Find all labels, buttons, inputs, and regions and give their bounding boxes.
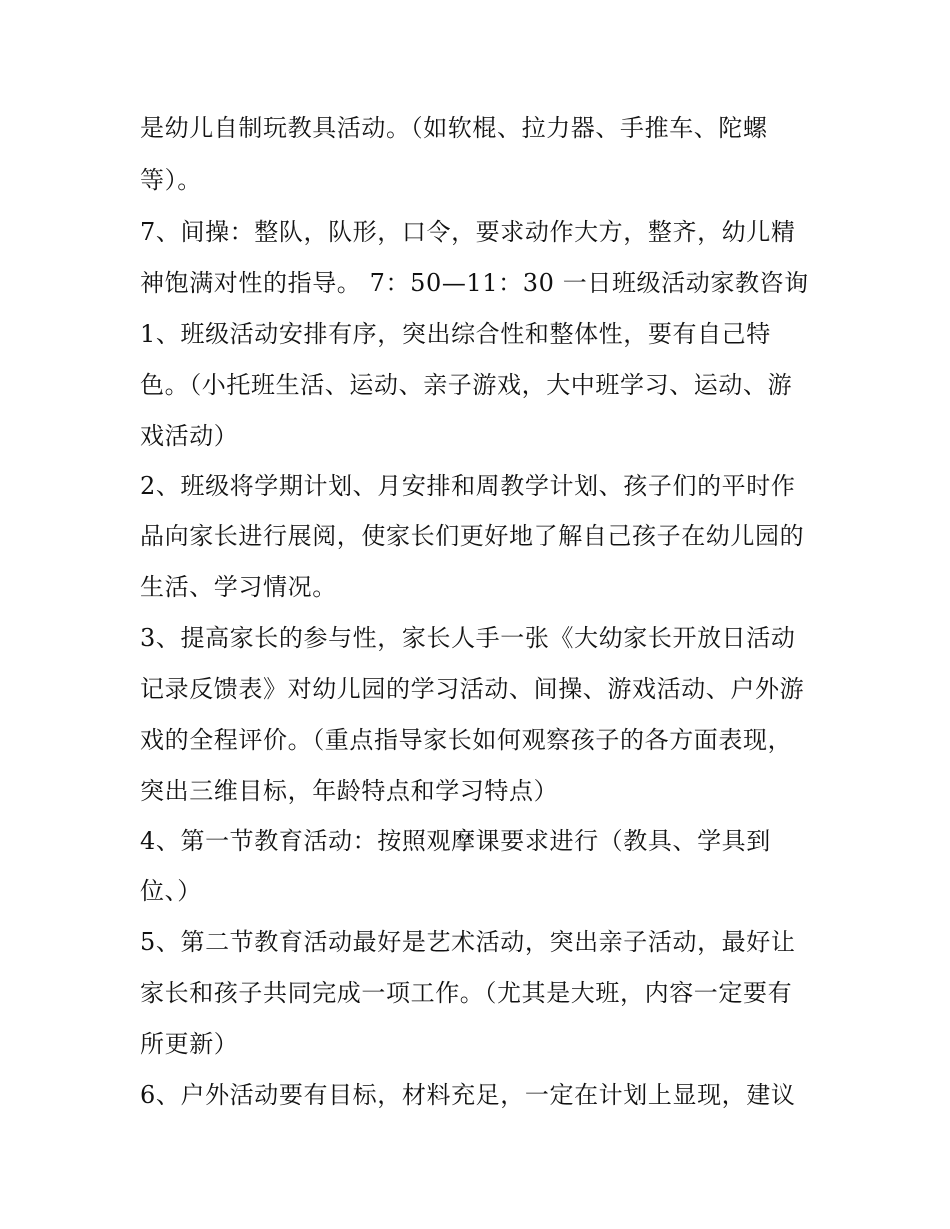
text-line: 等）。 — [140, 166, 202, 194]
text-line: 位、） — [140, 877, 202, 905]
text-line: 7、间操：整队，队形，口令，要求动作大方，整齐，幼儿精 — [140, 218, 796, 246]
text-line: 色。（小托班生活、运动、亲子游戏，大中班学习、运动、游 — [140, 371, 793, 399]
text-line: 所更新） — [140, 1030, 239, 1058]
text-line: 家长和孩子共同完成一项工作。（尤其是大班，内容一定要有 — [140, 979, 793, 1007]
text-line: 3、提高家长的参与性，家长人手一张《大幼家长开放日活动 — [140, 624, 796, 652]
text-line: 品向家长进行展阅，使家长们更好地了解自己孩子在幼儿园的 — [140, 522, 805, 550]
text-line: 是幼儿自制玩教具活动。（如软棍、拉力器、手推车、陀螺 — [140, 114, 768, 142]
text-line: 6、户外活动要有目标，材料充足，一定在计划上显现，建议 — [140, 1081, 796, 1109]
text-line: 5、第二节教育活动最好是艺术活动，突出亲子活动，最好让 — [140, 928, 796, 956]
text-line: 记录反馈表》对幼儿园的学习活动、间操、游戏活动、户外游 — [140, 675, 805, 703]
text-line: 4、第一节教育活动：按照观摩课要求进行（教具、学具到 — [140, 827, 771, 855]
text-line: 1、班级活动安排有序，突出综合性和整体性，要有自己特 — [140, 320, 771, 348]
text-line: 戏的全程评价。（重点指导家长如何观察孩子的各方面表现， — [140, 726, 793, 754]
text-line: 生活、学习情况。 — [140, 573, 337, 601]
text-line: 戏活动） — [140, 422, 239, 450]
text-line: 神饱满对性的指导。 7：50—11：30 一日班级活动家教咨询 — [140, 269, 809, 297]
text-line: 突出三维目标，年龄特点和学习特点） — [140, 777, 559, 805]
text-line: 2、班级将学期计划、月安排和周教学计划、孩子们的平时作 — [140, 472, 796, 500]
